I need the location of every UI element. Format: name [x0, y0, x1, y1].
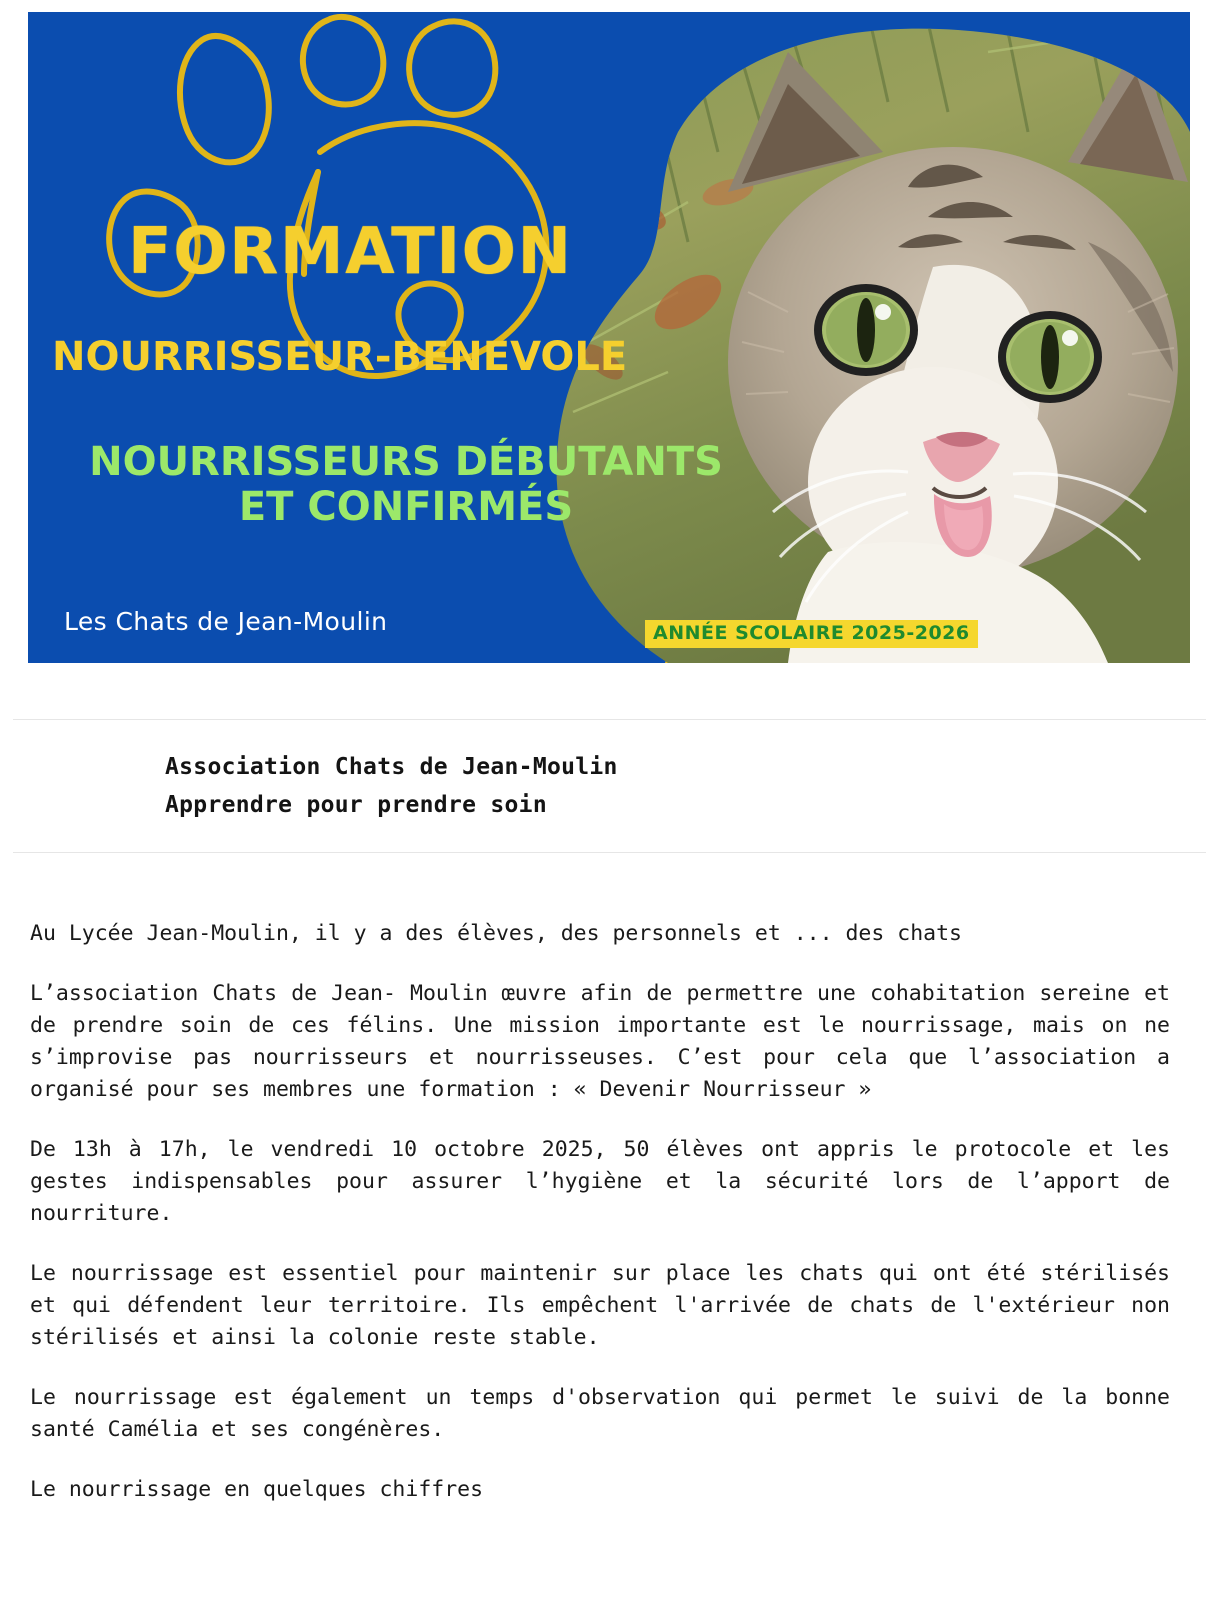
banner-audience — [56, 440, 756, 530]
banner-association-name: Les Chats de Jean-Moulin — [64, 607, 388, 636]
school-year-badge: ANNÉE SCOLAIRE 2025-2026 — [645, 620, 978, 648]
article-body — [30, 918, 1170, 1534]
banner-audience-line1: NOURRISSEURS DÉBUTANTS — [89, 439, 723, 485]
divider-top — [13, 719, 1206, 720]
paragraph-observation: Le nourrissage est également un temps d'observation qui permet le suivi de la bonne santé Camélia et ses congénères. — [30, 1385, 1170, 1442]
header-line-association: Association Chats de Jean-Moulin — [165, 754, 618, 780]
paragraph-figures-heading: Le nourrissage en quelques chiffres — [30, 1477, 484, 1502]
paragraph-training-session: De 13h à 17h, le vendredi 10 octobre 2025, 50 élèves ont appris le protocole et les gestes indispensables pour assurer l’hygiène et la sécurité lors de l’apport de nourriture. — [30, 1137, 1170, 1226]
divider-bottom — [13, 852, 1206, 853]
promotional-banner — [28, 12, 1190, 663]
banner-title: FORMATION — [128, 215, 573, 289]
paragraph-why-feeding: Le nourrissage est essentiel pour maintenir sur place les chats qui ont été stérilisés et qui défendent leur territoire. Ils empêchent l'arrivée de chats de l'extérieur non stérilisés et ainsi la colonie reste stable. — [30, 1261, 1170, 1350]
paragraph-association: L’association Chats de Jean- Moulin œuvre afin de permettre une cohabitation sereine et de prendre soin de ces félins. Une mission importante est le nourrissage, mais on ne s’improvise pas nourrisseurs et nourrisseuses. C’est pour cela que l’association a organisé pour ses membres une formation : « Devenir Nourrisseur » — [30, 981, 1170, 1102]
document-header — [165, 748, 618, 824]
banner-audience-line2: ET CONFIRMÉS — [238, 483, 574, 530]
paragraph-intro: Au Lycée Jean-Moulin, il y a des élèves, des personnels et ... des chats — [30, 921, 962, 946]
header-line-tagline: Apprendre pour prendre soin — [165, 792, 547, 818]
banner-subtitle: NOURRISSEUR-BENEVOLE — [52, 334, 628, 380]
